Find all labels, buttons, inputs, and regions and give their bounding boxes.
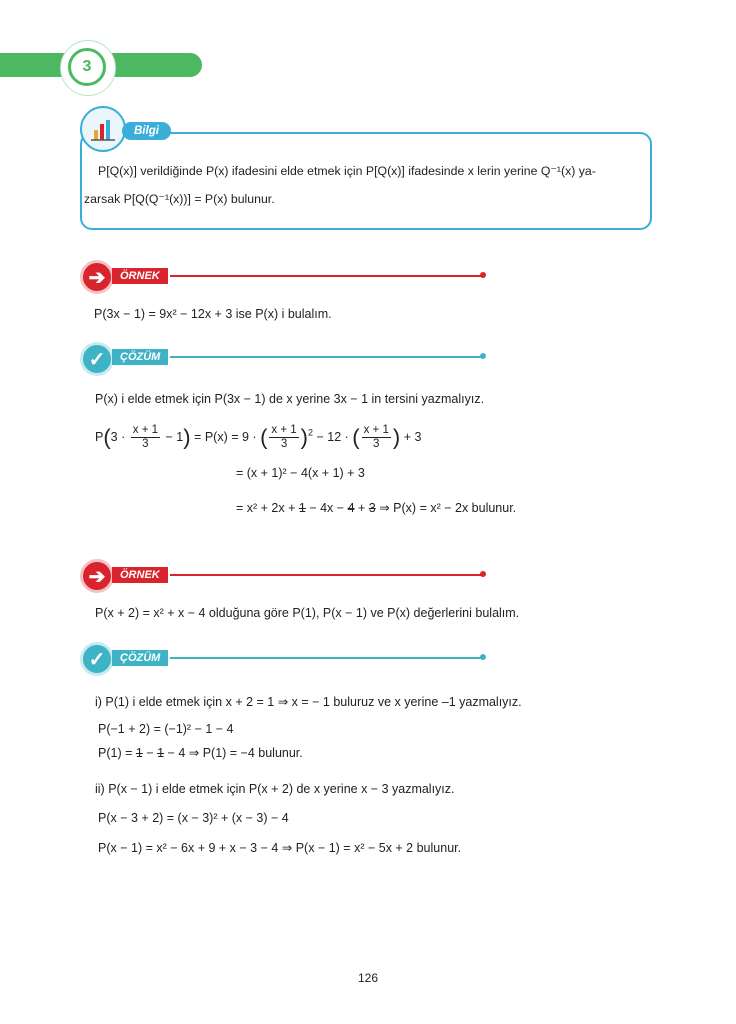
solution1-intro: P(x) i elde etmek için P(3x − 1) de x yerine 3x − 1 in tersini yazmalıyız.	[95, 392, 485, 406]
solution2-i-eq2: P(1) = 1 − 1 − 4 ⇒ P(1) = −4 bulunur.	[98, 746, 303, 760]
arrow-right-icon: ➔	[80, 559, 114, 593]
arrow-right-icon: ➔	[80, 260, 114, 294]
solution1-eq1: P(3 · $\frac{x + 1}{3}$ − 1) = P(x) = 9 · ( $\frac{x + 1}{3}$ )$^2$ − 12 · ( $\frac{x + 1}{3}$ ) + 3	[95, 424, 422, 450]
solution2-divider	[170, 657, 483, 659]
fraction: $\frac{x + 1}{3}$	[363, 424, 389, 450]
solution1-eq2: = (x + 1)² − 4(x + 1) + 3	[236, 466, 365, 480]
chapter-number: 3	[68, 48, 106, 86]
solution1-divider-dot	[480, 353, 486, 359]
example2-text: P(x + 2) = x² + x − 4 olduğuna göre P(1), P(x − 1) ve P(x) değerlerini bulalım.	[95, 606, 520, 620]
info-box	[80, 132, 652, 230]
solution2-ii-eq2: P(x − 1) = x² − 6x + 9 + x − 3 − 4 ⇒ P(x − 1) = x² − 5x + 2 bulunur.	[98, 841, 462, 855]
checkmark-icon: ✓	[80, 342, 114, 376]
solution2-ii-eq1: P(x − 3 + 2) = (x − 3)² + (x − 3) − 4	[98, 811, 289, 825]
solution1-divider	[170, 356, 483, 358]
example2-divider	[170, 574, 483, 576]
info-chart-icon	[80, 106, 126, 152]
example1-text: P(3x − 1) = 9x² − 12x + 3 ise P(x) i bulalım.	[94, 307, 332, 321]
solution1-label: ÇÖZÜM	[112, 349, 168, 365]
solution2-divider-dot	[480, 654, 486, 660]
solution2-label: ÇÖZÜM	[112, 650, 168, 666]
example1-divider-dot	[480, 272, 486, 278]
example2-divider-dot	[480, 571, 486, 577]
solution2-i-intro: i) P(1) i elde etmek için x + 2 = 1 ⇒ x = − 1 buluruz ve x yerine –1 yazmalıyız.	[95, 695, 522, 709]
info-label: Bilgi	[122, 122, 171, 140]
example1-divider	[170, 275, 483, 277]
solution2-ii-intro: ii) P(x − 1) i elde etmek için P(x + 2) de x yerine x − 3 yazmalıyız.	[95, 782, 455, 796]
info-line-2: zarsak P[Q(Q⁻¹(x))] = P(x) bulunur.	[84, 192, 275, 206]
fraction: $\frac{x + 1}{3}$	[271, 424, 297, 450]
checkmark-icon: ✓	[80, 642, 114, 676]
solution1-eq3: = x² + 2x + 1 − 4x − 4 + 3 ⇒ P(x) = x² − 2x bulunur.	[236, 501, 517, 515]
info-line-1: P[Q(x)] verildiğinde P(x) ifadesini elde etmek için P[Q(x)] ifadesinde x lerin yerine Q⁻¹(x) ya-	[98, 164, 596, 178]
example2-label: ÖRNEK	[112, 567, 168, 583]
example1-label: ÖRNEK	[112, 268, 168, 284]
solution2-i-eq1: P(−1 + 2) = (−1)² − 1 − 4	[98, 722, 234, 736]
fraction: $\frac{x + 1}{3}$	[132, 424, 159, 450]
page-number: 126	[357, 971, 379, 985]
